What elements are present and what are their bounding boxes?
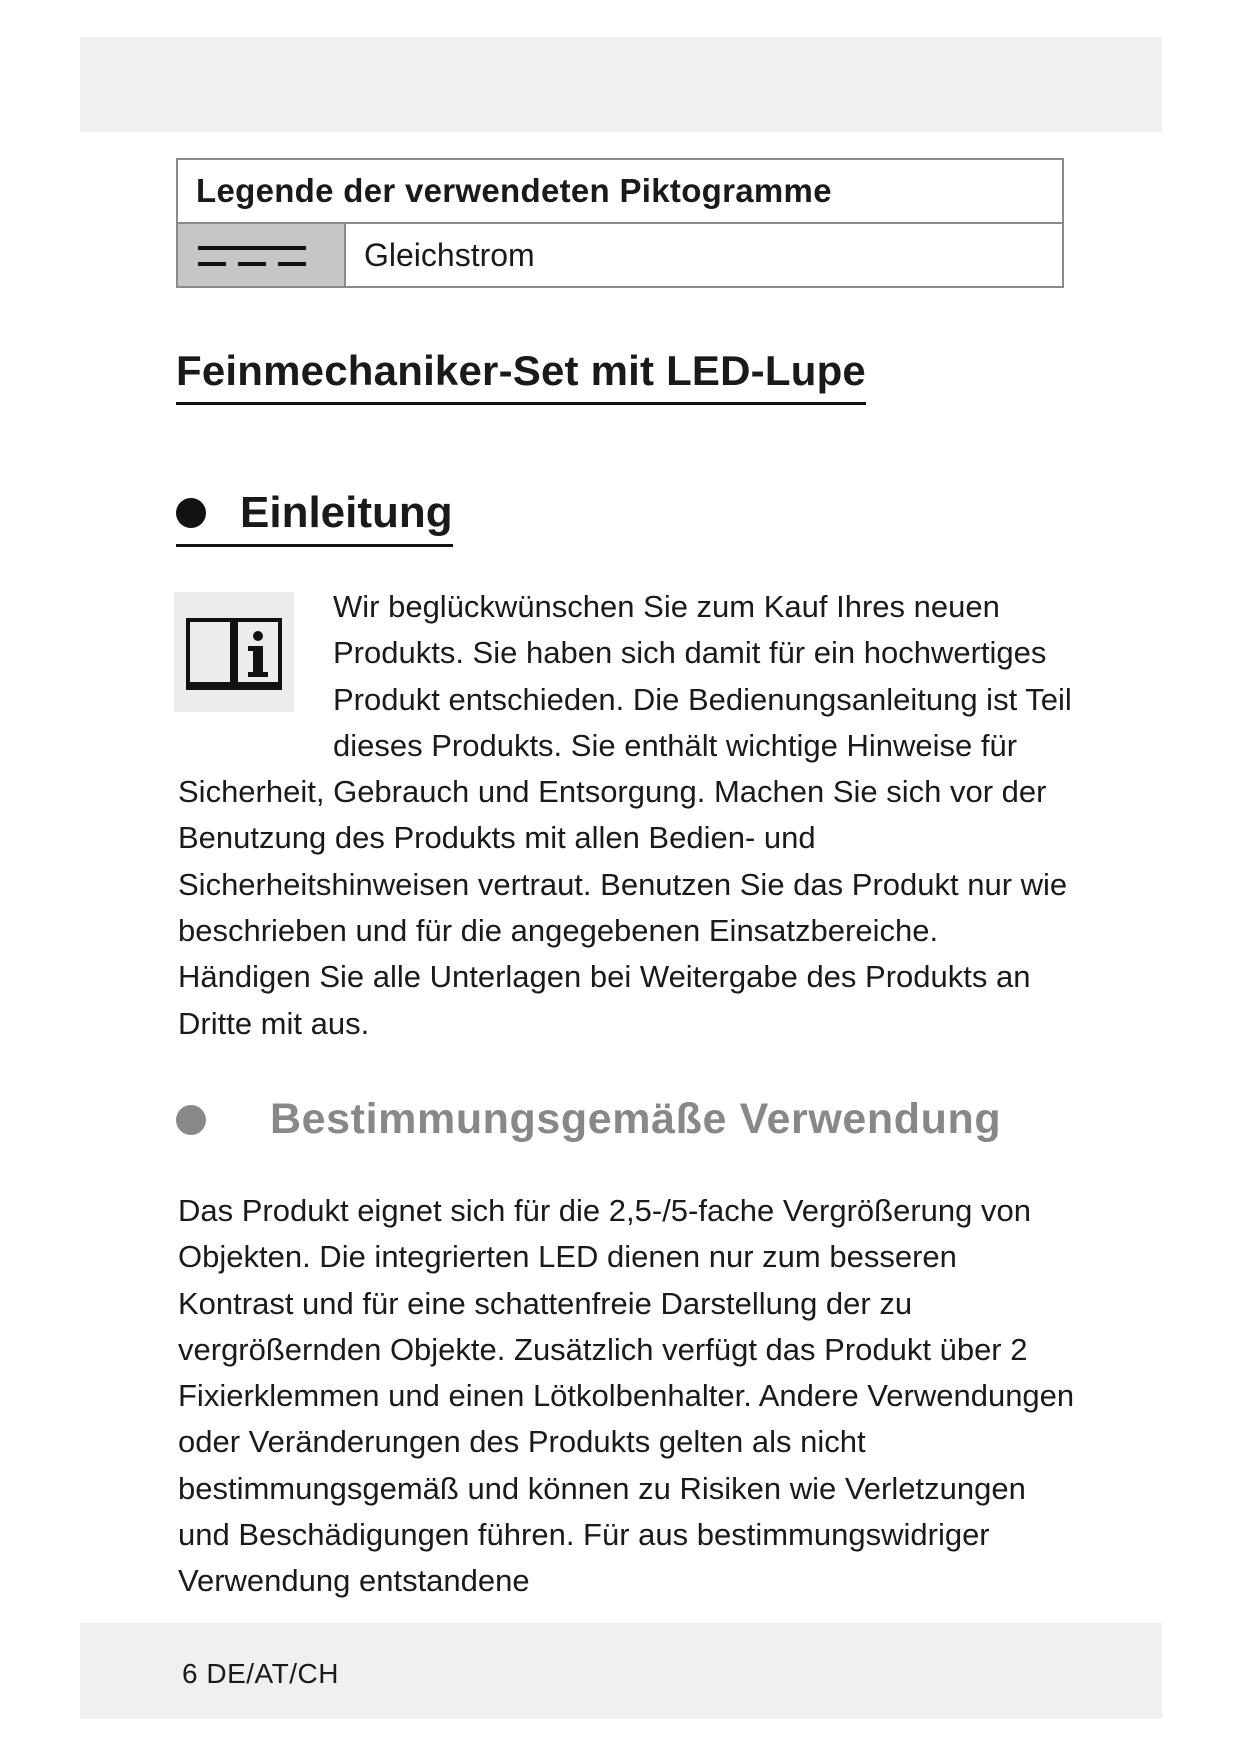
section-heading-label: Bestimmungsgemäße Verwendung [270,1095,1002,1143]
section-heading-label: Einleitung [240,488,453,537]
legend-row [178,224,1062,286]
page-number: 6 [182,1658,199,1689]
usage-paragraph: Das Produkt eignet sich für die 2,5-/5-fache Vergrößerung von Objekten. Die integrierten LED dienen nur zum besseren Kontrast und für eine schattenfreie Darstellung der zu vergrößernden Objekte. Zusätzlich verfügt das Produkt über 2 Fixierklemmen und einen Lötkolbenhalter. Andere Verwendungen oder Veränderungen des Produkts gelten als nicht bestimmungsgemäß und können zu Risiken wie Verletzungen und Beschädigungen führen. Für aus bestimmungswidriger Verwendung entstandene [178,1193,1075,1599]
section-heading-einleitung [176,488,453,547]
bullet-icon [176,498,206,528]
document-title: Feinmechaniker-Set mit LED-Lupe [176,348,866,405]
page-footer [182,1658,339,1690]
legend-description: Gleichstrom [364,236,535,273]
legend-symbol-cell [178,224,346,286]
intro-paragraph: Wir beglückwünschen Sie zum Kauf Ihres neuen Produkts. Sie haben sich damit für ein hochwertiges Produkt entschieden. Die Bedienungsanleitung ist Teil dieses Produkts. Sie enthält wichtige Hinweise für Sicherheit, Gebrauch und Entsorgung. Machen Sie sich vor der Benutzung des Produkts mit allen Bedien- und Sicherheitshinweisen vertraut. Benutzen Sie das Produkt nur wie beschrieben und für die angegebenen Einsatzbereiche. Händigen Sie alle Unterlagen bei Weitergabe des Produkts an Dritte mit aus. [178,589,1072,1041]
bullet-icon [176,1105,206,1135]
pictogram-legend-table [176,158,1064,288]
region-label: DE/AT/CH [206,1658,339,1689]
intro-paragraph-block [178,584,1078,1047]
section-heading-verwendung [176,1095,1001,1144]
legend-title: Legende der verwendeten Piktogramme [178,160,1062,224]
usage-paragraph-block [178,1188,1078,1605]
header-band [80,37,1162,132]
